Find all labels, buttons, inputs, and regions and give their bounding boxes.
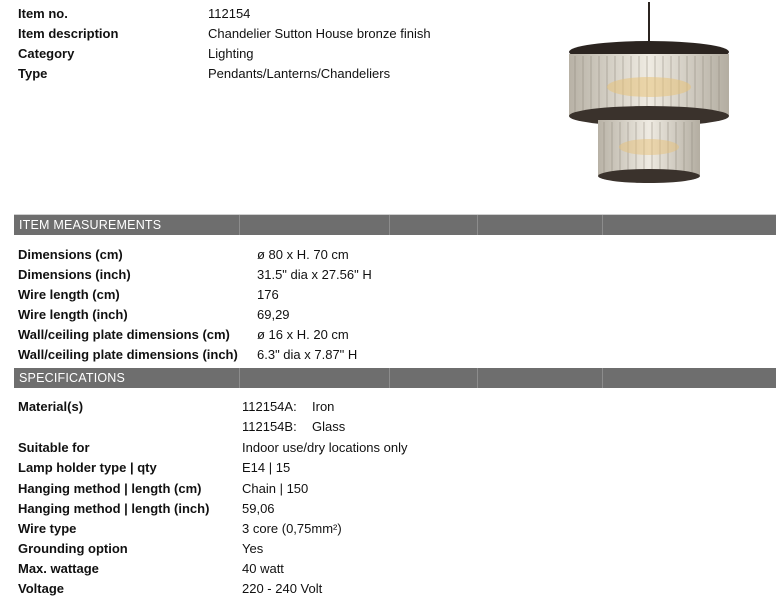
spec-value: 220 - 240 Volt (242, 581, 323, 596)
measurement-label: Wall/ceiling plate dimensions (inch) (18, 347, 238, 362)
measurement-label: Dimensions (inch) (18, 267, 131, 282)
item-description-label: Item description (18, 26, 119, 41)
spec-label: Hanging method | length (inch) (18, 501, 210, 516)
spec-value: Yes (242, 541, 264, 556)
spec-label: Wire type (18, 521, 77, 536)
spec-value: 40 watt (242, 561, 284, 576)
materials-label: Material(s) (18, 399, 84, 414)
type-value: Pendants/Lanterns/Chandeliers (208, 66, 391, 81)
measurement-label: Wall/ceiling plate dimensions (cm) (18, 327, 230, 342)
spec-label: Lamp holder type | qty (18, 460, 157, 475)
measurement-value: 69,29 (257, 307, 290, 322)
spec-label: Suitable for (18, 440, 90, 455)
type-label: Type (18, 66, 48, 81)
item-description-value: Chandelier Sutton House bronze finish (208, 26, 431, 41)
spec-label: Max. wattage (18, 561, 99, 576)
material-name: Iron (312, 399, 335, 414)
measurement-value: 6.3" dia x 7.87" H (257, 347, 358, 362)
category-value: Lighting (208, 46, 254, 61)
spec-value: 3 core (0,75mm²) (242, 521, 342, 536)
spec-label: Hanging method | length (cm) (18, 481, 202, 496)
chandelier-image (560, 2, 740, 192)
measurement-label: Wire length (inch) (18, 307, 128, 322)
spec-value: E14 | 15 (242, 460, 291, 475)
spec-label: Voltage (18, 581, 64, 596)
specifications-header (14, 368, 776, 388)
item-no-label: Item no. (18, 6, 68, 21)
spec-value: 59,06 (242, 501, 275, 516)
measurement-value: 31.5" dia x 27.56" H (257, 267, 372, 282)
material-code: 112154B: (242, 419, 297, 434)
measurement-label: Wire length (cm) (18, 287, 120, 302)
measurement-label: Dimensions (cm) (18, 247, 123, 262)
measurements-title: ITEM MEASUREMENTS (19, 218, 162, 232)
spec-value: Indoor use/dry locations only (242, 440, 408, 455)
category-label: Category (18, 46, 75, 61)
measurement-value: 176 (257, 287, 279, 302)
measurements-header (14, 215, 776, 235)
material-code: 112154A: (242, 399, 297, 414)
bottom-ring (598, 169, 700, 183)
item-no-value: 112154 (208, 6, 251, 21)
spec-label: Grounding option (18, 541, 128, 556)
measurement-value: ø 16 x H. 20 cm (257, 327, 349, 342)
spec-value: Chain | 150 (242, 481, 309, 496)
material-name: Glass (312, 419, 346, 434)
specifications-title: SPECIFICATIONS (19, 371, 126, 385)
measurement-value: ø 80 x H. 70 cm (257, 247, 349, 262)
